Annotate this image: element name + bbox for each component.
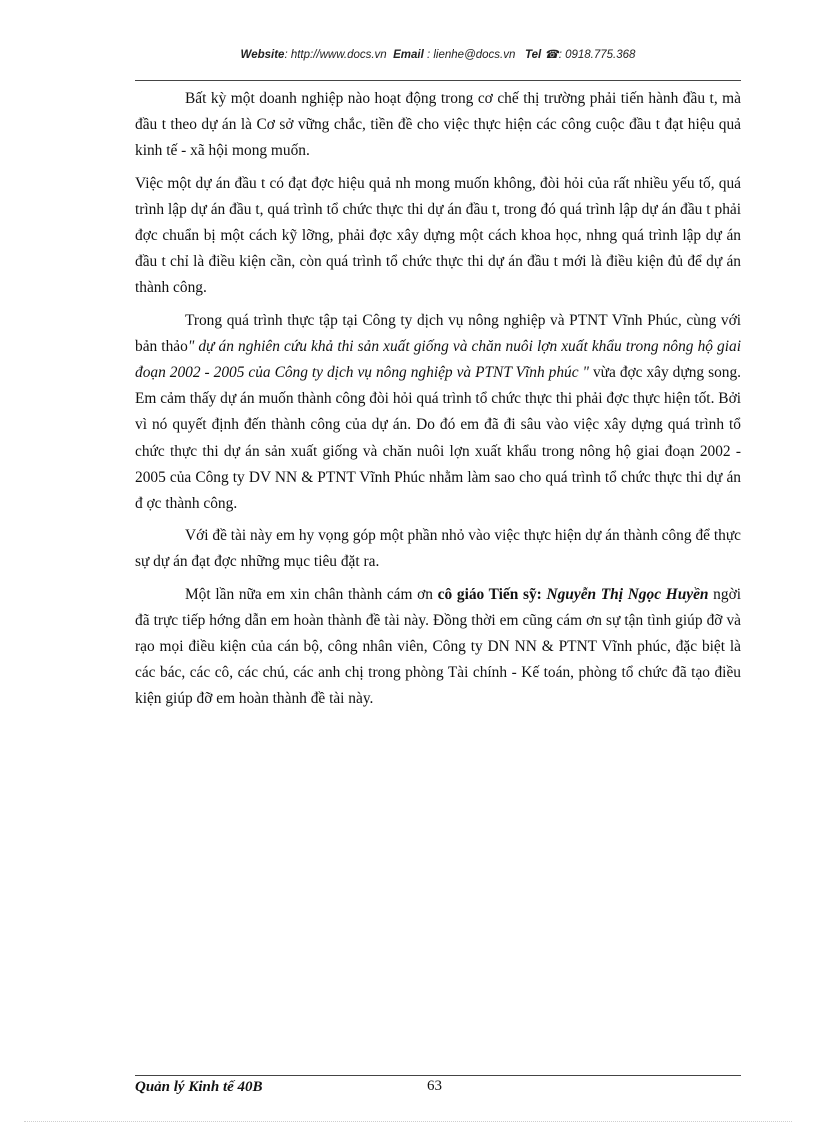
phone-icon: ☎: [544, 49, 559, 61]
paragraph-3: [135, 308, 741, 518]
paragraph-2: Việc một dự án đầu t có đạt đợc hiệu quả nh mong muốn không, đòi hỏi của rất nhiều yếu tố, quá trình lập dự án đầu t, quá trình tổ chức thực thi dự án đầu t, trong đó quá trình lập dự án đầu t phải đợc chuẩn bị một cách kỹ lỡng, phải đợc xây dựng một cách khoa học, nhng quá trình lập dự án đầu t chỉ là điều kiện cần, còn quá trình tổ chức thực thi dự án đầu t mới là điều kiện đủ để dự án thành công.: [135, 174, 741, 297]
website-label: Website: [240, 49, 285, 61]
page-number: 63: [427, 1078, 442, 1094]
tel-label: Tel: [524, 49, 542, 61]
tel-number: : 0918.775.368: [558, 49, 636, 61]
paragraph-1: Bất kỳ một doanh nghiệp nào hoạt động trong cơ chế thị trường phải tiến hành đầu t, mà đầu t theo dự án là Cơ sở vững chắc, tiền đề cho việc thực hiện các công cuộc đầu t đạt hiệu quả kinh tế - xã hội mong muốn.: [135, 90, 741, 160]
header-divider: [135, 80, 741, 81]
paragraph-3-intro: Trong quá trình thực tập tại Công ty dịch vụ nông nghiệp và PTNT Vĩnh Phúc, cùng với bản thảo: [135, 311, 741, 355]
page-header: [135, 47, 741, 61]
project-title-quote: " dự án nghiên cứu khả thi sản xuất giống và chăn nuôi lợn xuất khẩu trong nông hộ giai đoạn 2002 - 2005 của Công ty dịch vụ nông nghiệp và PTNT Vĩnh phúc ": [135, 337, 741, 382]
email-label: Email: [393, 49, 424, 61]
paragraph-5-intro: Một lần nữa em xin chân thành cám ơn: [185, 585, 433, 603]
footer-divider: [135, 1075, 741, 1076]
advisor-title: cô giáo Tiến sỹ:: [437, 585, 542, 603]
website-url: : http://www.docs.vn: [284, 49, 387, 61]
paragraph-5-rest: ngời đã trực tiếp hớng dẫn em hoàn thành đề tài này. Đồng thời em cũng cám ơn sự tận tình giúp đỡ và rạo mọi điều kiện của cán bộ, công nhân viên, Công ty DN NN & PTNT Vĩnh phúc, đặc biệt là các bác, các cô, các chú, các anh chị trong phòng Tài chính - Kế toán, phòng tổ chức đã tạo điều kiện giúp đỡ em hoàn thành đề tài này.: [135, 585, 741, 708]
document-body: [135, 86, 741, 719]
advisor-name: Nguyễn Thị Ngọc Huyền: [546, 585, 709, 603]
paragraph-5: [135, 582, 741, 713]
paragraph-4: Với đề tài này em hy vọng góp một phần nhỏ vào việc thực hiện dự án thành công để thực sự dự án đạt đợc những mục tiêu đặt ra.: [135, 527, 741, 571]
page-edge-divider: [24, 1121, 792, 1122]
paragraph-3-rest: vừa đợc xây dựng song. Em cảm thấy dự án muốn thành công đòi hỏi quá trình tổ chức thực thi phải đợc thực hiện tốt. Bởi vì nó quyết định đến thành công của dự án. Do đó em đã đi sâu vào việc xây dựng quá trình tổ chức thực thi dự án sản xuất giống và chăn nuôi lợn xuất khẩu trong nông hộ giai đoạn 2002 - 2005 của Công ty DV NN & PTNT Vĩnh Phúc nhằm làm sao cho quá trình tổ chức thực thi dự án đ ợc thành công.: [135, 364, 741, 513]
footer-course-label: Quản lý Kinh tế 40B: [135, 1079, 263, 1095]
email-address: : lienhe@docs.vn: [426, 49, 516, 61]
